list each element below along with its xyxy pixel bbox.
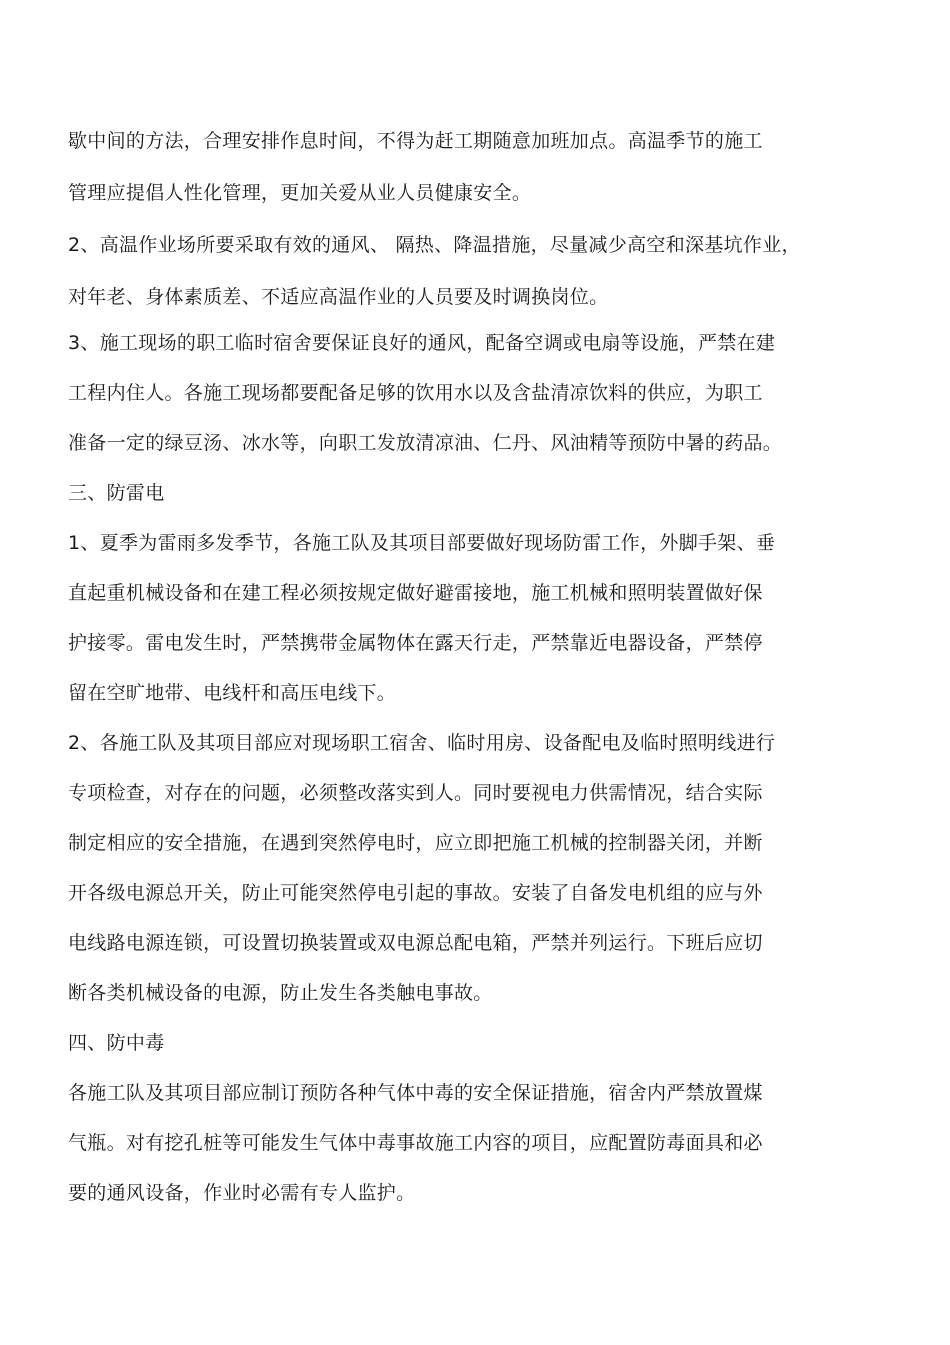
- text-line-13: 2、各施工队及其项目部应对现场职工宿舍、临时用房、设备配电及临时照明线进行: [68, 732, 776, 754]
- text-line-21: 气瓶。对有挖孔桩等可能发生气体中毒事故施工内容的项目，应配置防毒面具和必: [68, 1132, 763, 1154]
- text-line-15: 制定相应的安全措施，在遇到突然停电时，应立即把施工机械的控制器关闭，并断: [68, 832, 763, 854]
- text-line-16: 开各级电源总开关，防止可能突然停电引起的事故。安装了自备发电机组的应与外: [68, 882, 763, 904]
- text-line-14: 专项检查，对存在的问题，必须整改落实到人。同时要视电力供需情况，结合实际: [68, 782, 763, 804]
- text-line-9: 1、夏季为雷雨多发季节，各施工队及其项目部要做好现场防雷工作，外脚手架、垂: [68, 532, 776, 554]
- text-line-7: 准备一定的绿豆汤、冰水等，向职工发放清凉油、仁丹、风油精等预防中暑的药品。: [68, 432, 783, 454]
- text-line-18: 断各类机械设备的电源，防止发生各类触电事故。: [68, 982, 493, 1004]
- text-line-5: 3、施工现场的职工临时宿舍要保证良好的通风，配备空调或电扇等设施，严禁在建: [68, 332, 776, 354]
- text-line-22: 要的通风设备，作业时必需有专人监护。: [68, 1182, 416, 1204]
- text-line-1: 歇中间的方法，合理安排作息时间，不得为赶工期随意加班加点。高温季节的施工: [68, 130, 763, 152]
- text-line-12: 留在空旷地带、电线杆和高压电线下。: [68, 682, 397, 704]
- text-line-17: 电线路电源连锁，可设置切换装置或双电源总配电箱，严禁并列运行。下班后应切: [68, 932, 763, 954]
- text-line-2: 管理应提倡人性化管理，更加关爱从业人员健康安全。: [68, 182, 532, 204]
- text-line-3: 2、高温作业场所要采取有效的通风、 隔热、降温措施，尽量减少高空和深基坑作业，: [68, 234, 801, 256]
- text-line-4: 对年老、身体素质差、不适应高温作业的人员要及时调换岗位。: [68, 286, 609, 308]
- text-line-6: 工程内住人。各施工现场都要配备足够的饮用水以及含盐清凉饮料的供应，为职工: [68, 382, 763, 404]
- text-line-20: 各施工队及其项目部应制订预防各种气体中毒的安全保证措施，宿舍内严禁放置煤: [68, 1082, 763, 1104]
- section-heading-poisoning: 四、防中毒: [68, 1032, 165, 1054]
- text-line-11: 护接零。雷电发生时，严禁携带金属物体在露天行走，严禁靠近电器设备，严禁停: [68, 632, 763, 654]
- text-line-10: 直起重机械设备和在建工程必须按规定做好避雷接地，施工机械和照明装置做好保: [68, 582, 763, 604]
- section-heading-lightning: 三、防雷电: [68, 482, 165, 504]
